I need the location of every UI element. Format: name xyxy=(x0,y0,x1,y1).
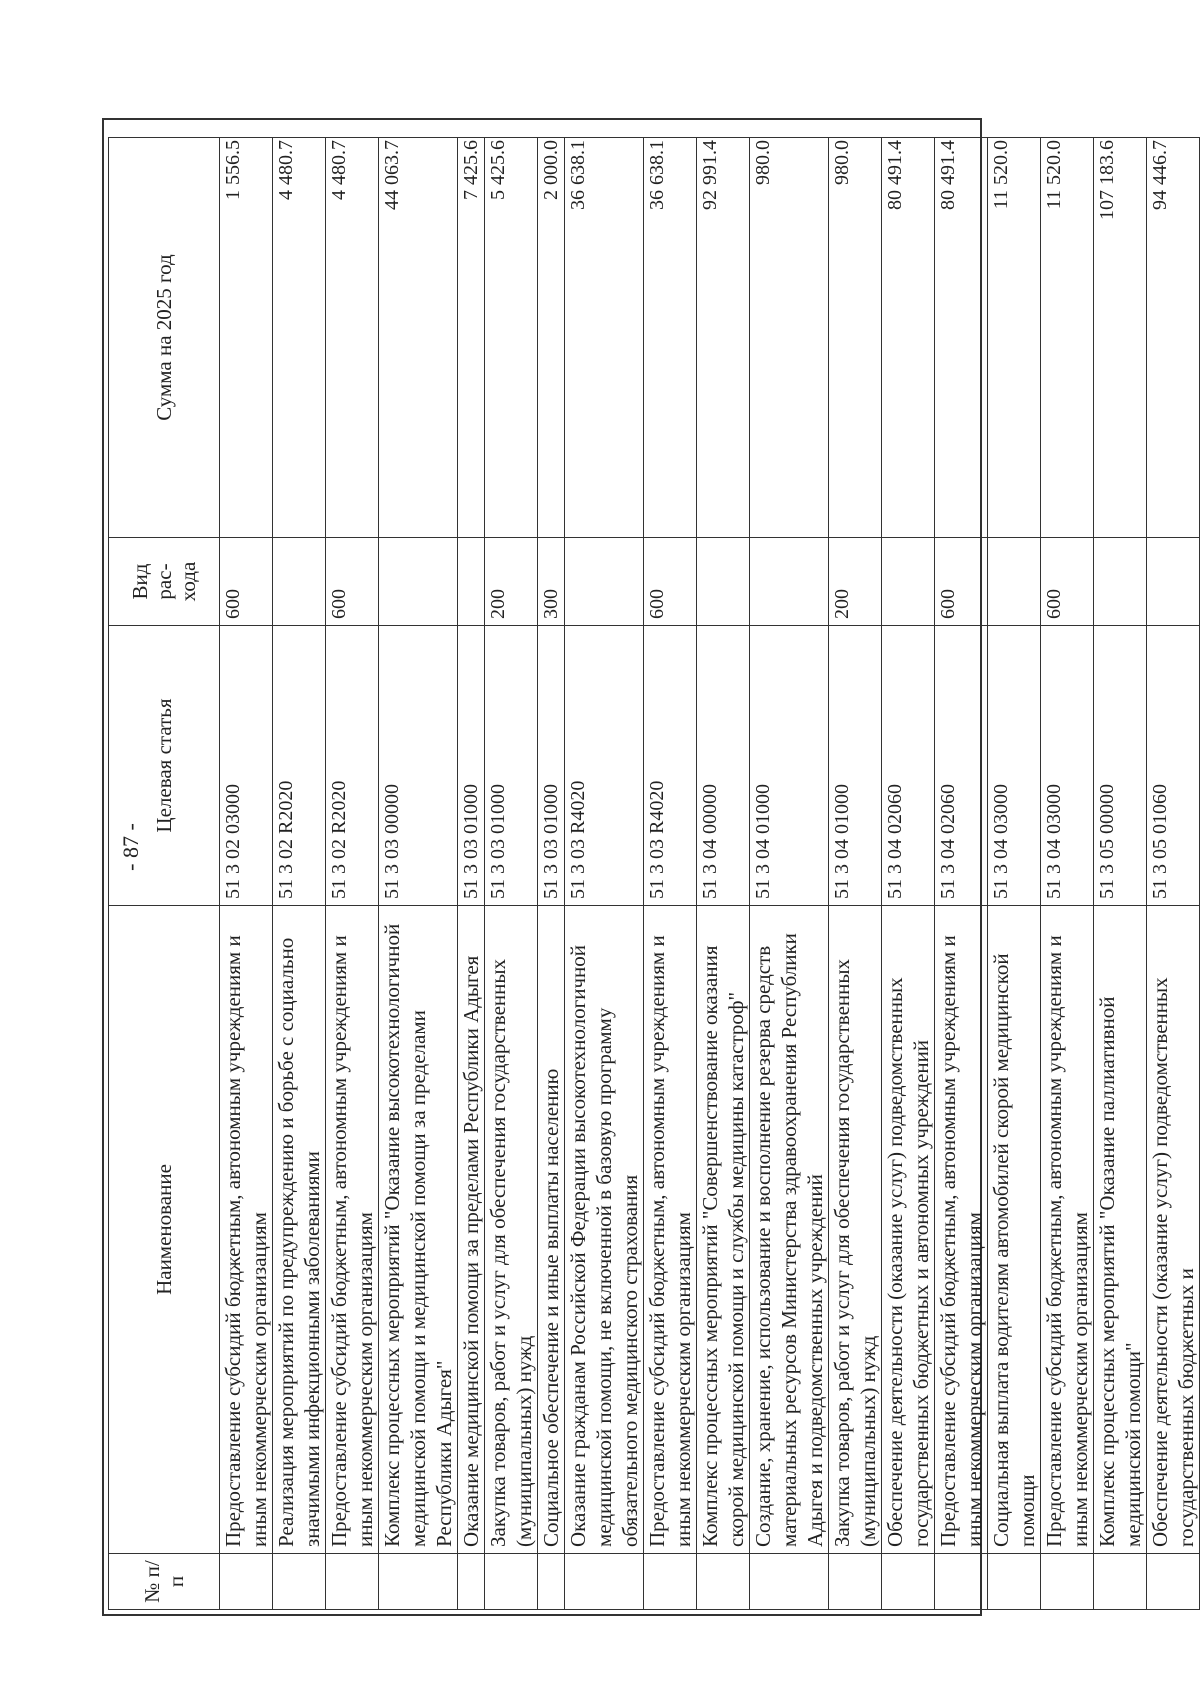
row-kind xyxy=(750,538,829,626)
table-body xyxy=(220,138,1200,1610)
row-target: 51 3 02 03000 xyxy=(220,626,273,906)
row-target: 51 3 03 01000 xyxy=(485,626,538,906)
row-amount: 36 638.1 xyxy=(565,138,644,538)
row-amount: 80 491.4 xyxy=(882,138,935,538)
row-name: Обеспечение деятельности (оказание услуг) подведомственных государственных бюджетных и автономных учреждений xyxy=(882,906,935,1554)
header-target: Целевая статья xyxy=(109,626,220,906)
table-row xyxy=(565,138,644,1610)
row-name: Создание, хранение, использование и восполнение резерва средств материальных ресурсов Министерства здравоохранения Республики Адыгея и подведомственных учреждений xyxy=(750,906,829,1554)
row-kind: 200 xyxy=(829,538,882,626)
row-target: 51 3 04 02060 xyxy=(935,626,988,906)
row-target: 51 3 04 01000 xyxy=(750,626,829,906)
row-target: 51 3 03 R4020 xyxy=(565,626,644,906)
row-num xyxy=(697,1554,750,1610)
row-amount: 11 520.0 xyxy=(988,138,1041,538)
row-target: 51 3 03 01000 xyxy=(458,626,485,906)
table-row xyxy=(988,138,1041,1610)
row-amount: 980.0 xyxy=(750,138,829,538)
table-row xyxy=(1147,138,1200,1610)
row-num xyxy=(326,1554,379,1610)
table-row xyxy=(485,138,538,1610)
row-kind xyxy=(988,538,1041,626)
row-num xyxy=(829,1554,882,1610)
table-row xyxy=(379,138,458,1610)
row-num xyxy=(458,1554,485,1610)
row-name: Комплекс процессных мероприятий "Совершенствование оказания скорой медицинской помощи и службы медицины катастроф" xyxy=(697,906,750,1554)
row-amount: 107 183.6 xyxy=(1094,138,1147,538)
table-row xyxy=(935,138,988,1610)
table-row xyxy=(697,138,750,1610)
row-num xyxy=(565,1554,644,1610)
row-num xyxy=(935,1554,988,1610)
table-row xyxy=(220,138,273,1610)
row-name: Предоставление субсидий бюджетным, автономным учреждениям и иным некоммерческим организациям xyxy=(1041,906,1094,1554)
table-row xyxy=(1041,138,1094,1610)
row-kind xyxy=(458,538,485,626)
row-name: Предоставление субсидий бюджетным, автономным учреждениям и иным некоммерческим организациям xyxy=(220,906,273,1554)
row-kind xyxy=(697,538,750,626)
header-kind: Вид рас- хода xyxy=(109,538,220,626)
row-target: 51 3 03 00000 xyxy=(379,626,458,906)
row-num xyxy=(644,1554,697,1610)
row-amount: 92 991.4 xyxy=(697,138,750,538)
table-row xyxy=(458,138,485,1610)
row-num xyxy=(1094,1554,1147,1610)
row-name: Комплекс процессных мероприятий "Оказание высокотехнологичной медицинской помощи и медицинской помощи за пределами Республики Адыгея" xyxy=(379,906,458,1554)
row-target: 51 3 04 00000 xyxy=(697,626,750,906)
table-row xyxy=(829,138,882,1610)
row-amount: 11 520.0 xyxy=(1041,138,1094,538)
row-amount: 94 446.7 xyxy=(1147,138,1200,538)
row-target: 51 3 05 00000 xyxy=(1094,626,1147,906)
row-target: 51 3 02 R2020 xyxy=(273,626,326,906)
row-kind xyxy=(882,538,935,626)
row-name: Реализация мероприятий по предупреждению и борьбе с социально значимыми инфекционными заболеваниями xyxy=(273,906,326,1554)
row-kind: 600 xyxy=(644,538,697,626)
row-num xyxy=(379,1554,458,1610)
row-amount: 4 480.7 xyxy=(273,138,326,538)
row-target: 51 3 04 03000 xyxy=(1041,626,1094,906)
row-name: Обеспечение деятельности (оказание услуг) подведомственных государственных бюджетных и xyxy=(1147,906,1200,1554)
row-name: Предоставление субсидий бюджетным, автономным учреждениям и иным некоммерческим организациям xyxy=(644,906,697,1554)
row-amount: 5 425.6 xyxy=(485,138,538,538)
row-amount: 1 556.5 xyxy=(220,138,273,538)
row-target: 51 3 03 R4020 xyxy=(644,626,697,906)
row-kind: 300 xyxy=(538,538,565,626)
table-header-row xyxy=(109,138,220,1610)
row-name: Предоставление субсидий бюджетным, автономным учреждениям и иным некоммерческим организациям xyxy=(326,906,379,1554)
row-kind: 600 xyxy=(220,538,273,626)
row-num xyxy=(273,1554,326,1610)
table-row xyxy=(538,138,565,1610)
page-number: - 87 - xyxy=(118,823,143,871)
row-num xyxy=(1147,1554,1200,1610)
row-amount: 2 000.0 xyxy=(538,138,565,538)
row-target: 51 3 05 01060 xyxy=(1147,626,1200,906)
row-kind xyxy=(565,538,644,626)
row-kind xyxy=(1147,538,1200,626)
row-target: 51 3 04 01000 xyxy=(829,626,882,906)
row-num xyxy=(485,1554,538,1610)
row-amount: 44 063.7 xyxy=(379,138,458,538)
table-row xyxy=(750,138,829,1610)
row-name: Оказание медицинской помощи за пределами Республики Адыгея xyxy=(458,906,485,1554)
row-kind: 600 xyxy=(326,538,379,626)
row-name: Социальная выплата водителям автомобилей скорой медицинской помощи xyxy=(988,906,1041,1554)
row-amount: 980.0 xyxy=(829,138,882,538)
table-row xyxy=(644,138,697,1610)
row-name: Предоставление субсидий бюджетным, автономным учреждениям и иным некоммерческим организациям xyxy=(935,906,988,1554)
row-name: Социальное обеспечение и иные выплаты населению xyxy=(538,906,565,1554)
row-kind: 600 xyxy=(1041,538,1094,626)
row-amount: 4 480.7 xyxy=(326,138,379,538)
row-num xyxy=(882,1554,935,1610)
row-num xyxy=(220,1554,273,1610)
row-num xyxy=(988,1554,1041,1610)
row-amount: 36 638.1 xyxy=(644,138,697,538)
row-target: 51 3 03 01000 xyxy=(538,626,565,906)
row-name: Закупка товаров, работ и услуг для обеспечения государственных (муниципальных) нужд xyxy=(485,906,538,1554)
rotated-page-content xyxy=(108,138,1198,1610)
row-kind: 600 xyxy=(935,538,988,626)
header-amount: Сумма на 2025 год xyxy=(109,138,220,538)
row-kind xyxy=(273,538,326,626)
row-amount: 7 425.6 xyxy=(458,138,485,538)
row-num xyxy=(1041,1554,1094,1610)
row-target: 51 3 02 R2020 xyxy=(326,626,379,906)
row-target: 51 3 04 02060 xyxy=(882,626,935,906)
row-amount: 80 491.4 xyxy=(935,138,988,538)
row-num xyxy=(538,1554,565,1610)
table-row xyxy=(273,138,326,1610)
table-row xyxy=(882,138,935,1610)
row-kind xyxy=(1094,538,1147,626)
row-kind xyxy=(379,538,458,626)
table-row xyxy=(1094,138,1147,1610)
table-row xyxy=(326,138,379,1610)
row-name: Закупка товаров, работ и услуг для обеспечения государственных (муниципальных) нужд xyxy=(829,906,882,1554)
header-num: № п/п xyxy=(109,1554,220,1610)
header-name: Наименование xyxy=(109,906,220,1554)
row-name: Оказание гражданам Российской Федерации высокотехнологичной медицинской помощи, не включенной в базовую программу обязательного медицинского страхования xyxy=(565,906,644,1554)
row-num xyxy=(750,1554,829,1610)
budget-table xyxy=(108,137,1200,1610)
row-kind: 200 xyxy=(485,538,538,626)
row-target: 51 3 04 03000 xyxy=(988,626,1041,906)
row-name: Комплекс процессных мероприятий "Оказание паллиативной медицинской помощи" xyxy=(1094,906,1147,1554)
